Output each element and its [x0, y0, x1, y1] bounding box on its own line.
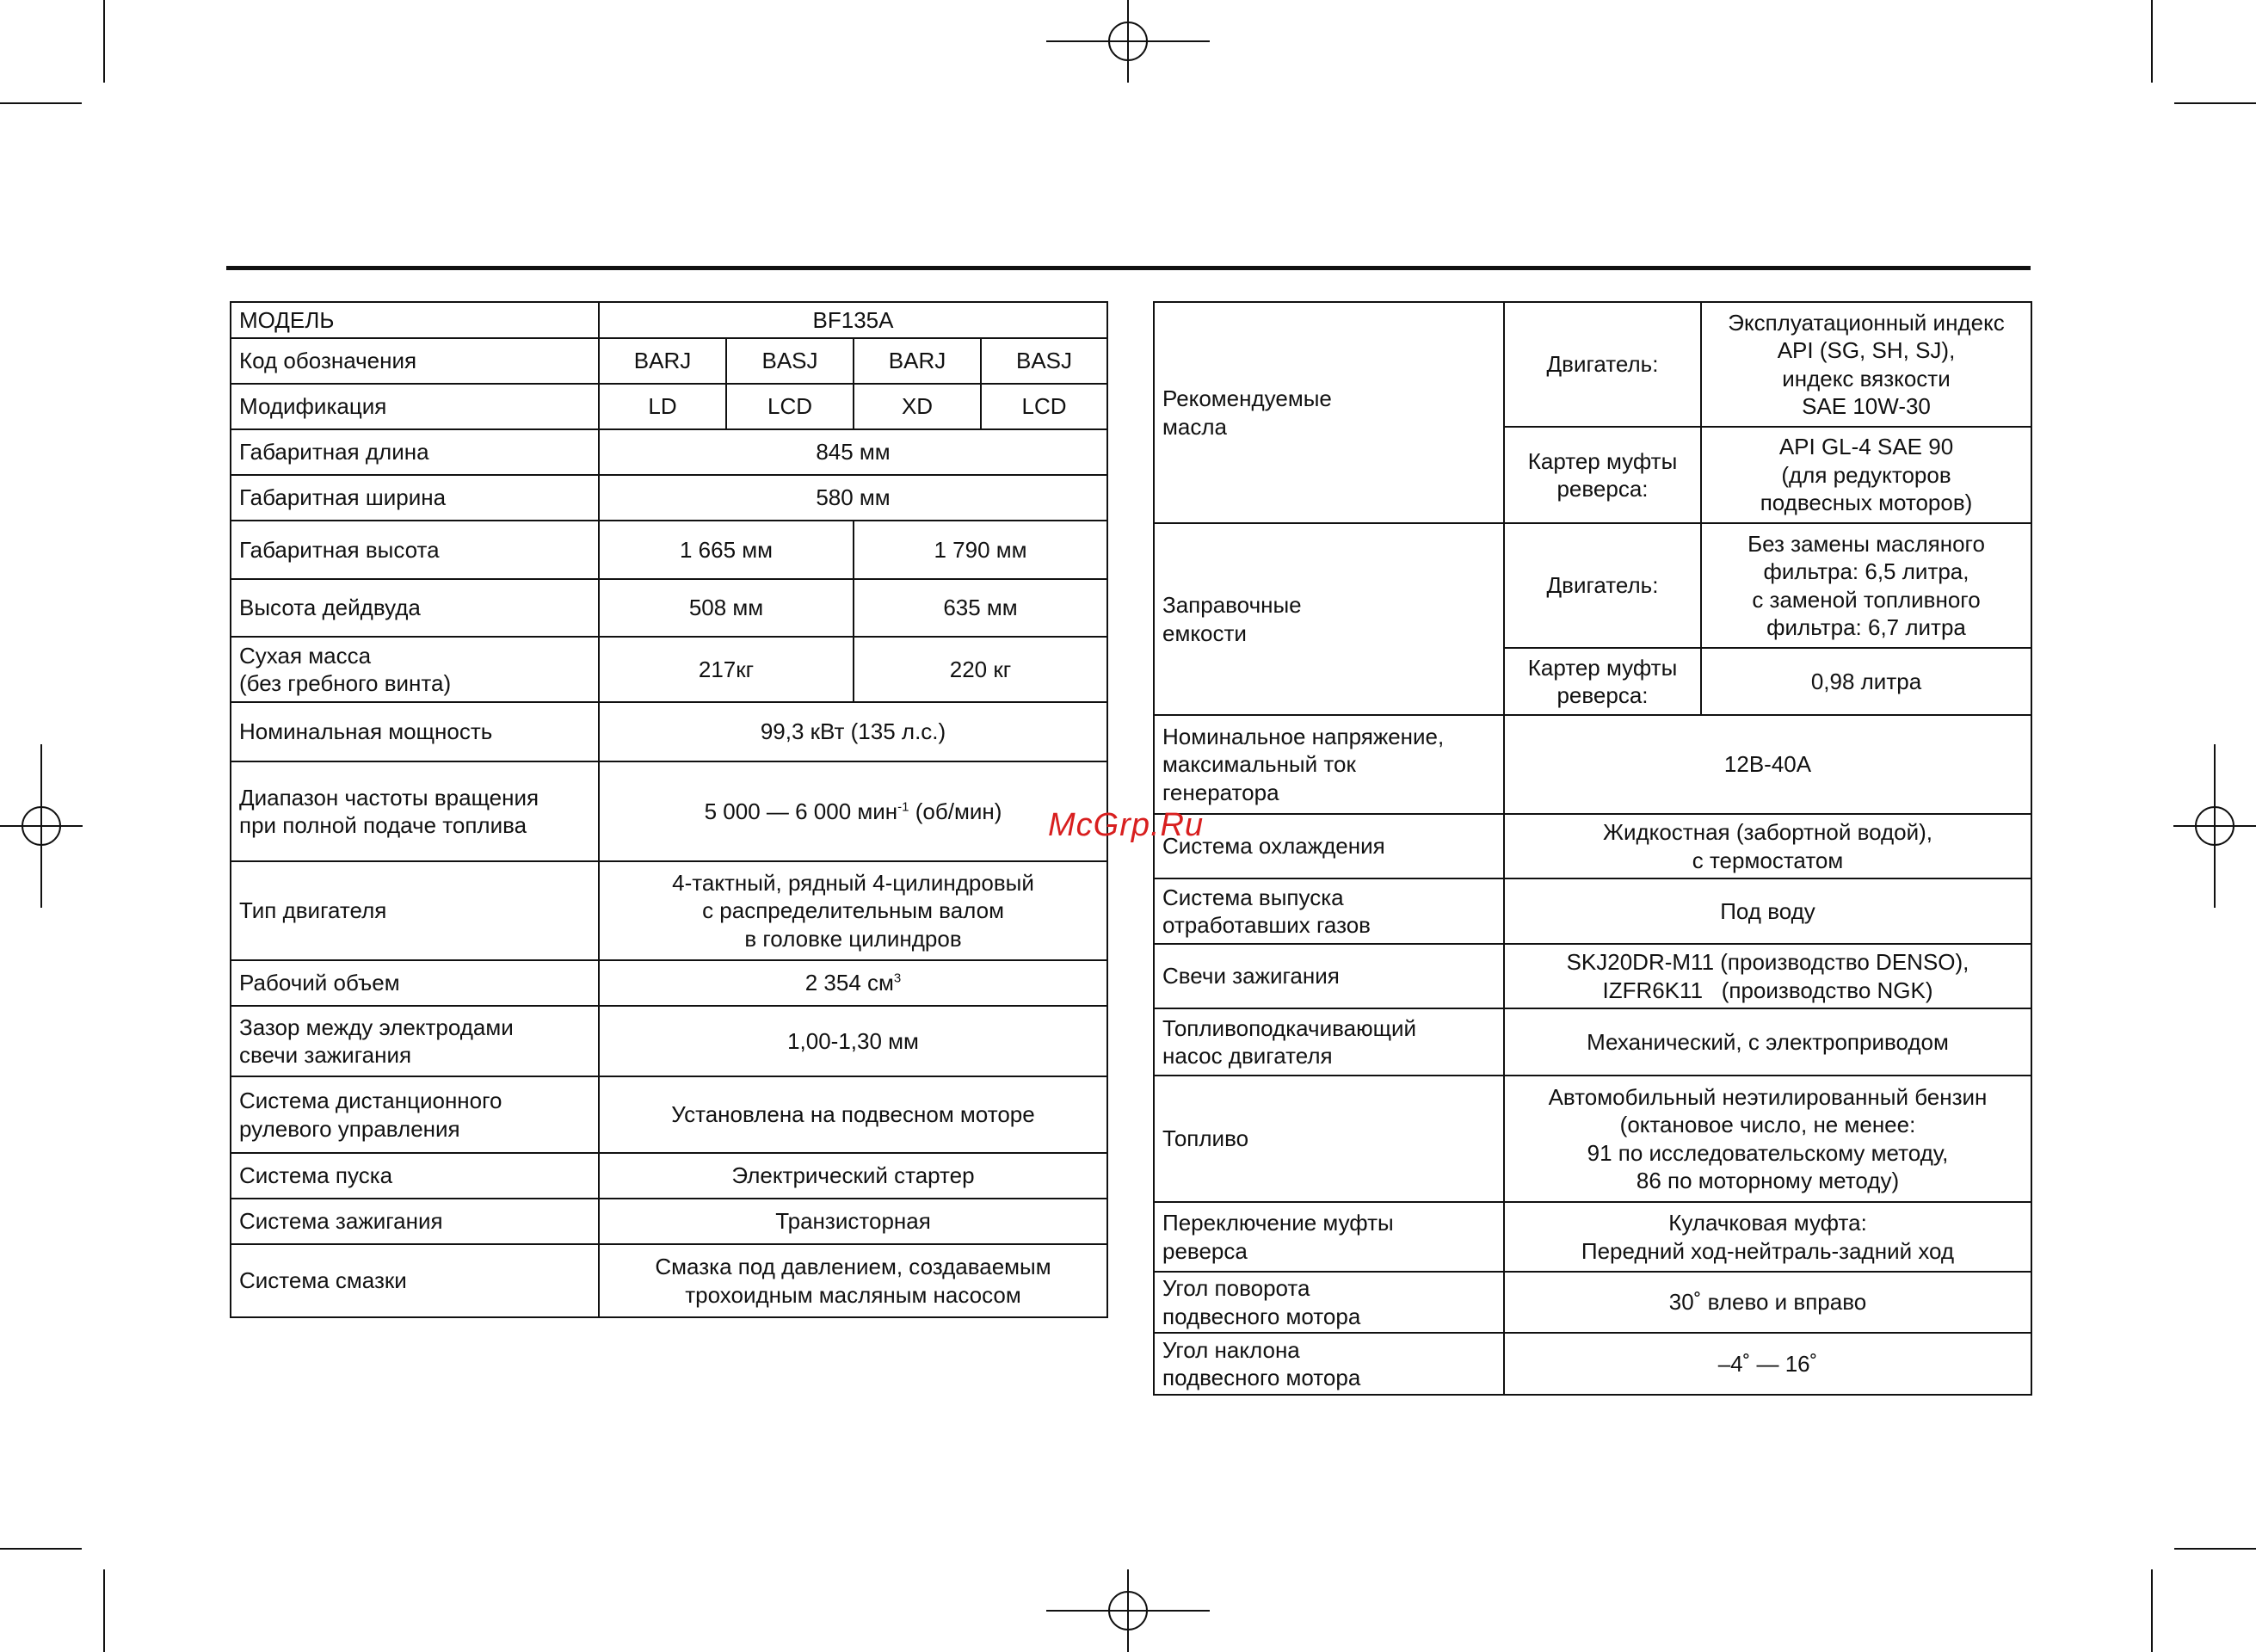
height-value: 1 790 мм [854, 521, 1107, 579]
capacity-engine-value: Без замены масляного фильтра: 6,5 литра, с заменой топливного фильтра: 6,7 литра [1701, 523, 2031, 648]
power-value: 99,3 кВт (135 л.с.) [599, 702, 1107, 761]
starting-value: Электрический стартер [599, 1153, 1107, 1199]
spec-table-right [1153, 301, 2032, 1396]
table-row [231, 761, 1107, 861]
exhaust-label: Система выпуска отработавших газов [1154, 878, 1504, 944]
table-row [1154, 1076, 2031, 1202]
mass-value: 217кг [599, 637, 854, 702]
oil-engine-value: Эксплуатационный индекс API (SG, SH, SJ), индекс вязкости SAE 10W-30 [1701, 302, 2031, 427]
shift-label: Переключение муфты реверса [1154, 1202, 1504, 1272]
tilt-angle-label: Угол наклона подвесного мотора [1154, 1333, 1504, 1395]
steering-angle-label: Угол поворота подвесного мотора [1154, 1272, 1504, 1333]
lubrication-label: Система смазки [231, 1244, 599, 1317]
engine-type-value: 4-тактный, рядный 4-цилиндровый с распределительным валом в головке цилиндров [599, 861, 1107, 960]
transom-label: Высота дейдвуда [231, 579, 599, 637]
table-row [231, 1199, 1107, 1244]
code-label: Код обозначения [231, 338, 599, 384]
length-label: Габаритная длина [231, 429, 599, 475]
code-cell: BARJ [854, 338, 981, 384]
modification-label: Модификация [231, 384, 599, 429]
table-row [231, 861, 1107, 960]
oils-label: Рекомендуемые масла [1154, 302, 1504, 523]
table-row [231, 960, 1107, 1006]
shift-value: Кулачковая муфта: Передний ход-нейтраль-задний ход [1504, 1202, 2031, 1272]
table-row [231, 338, 1107, 384]
spark-plugs-label: Свечи зажигания [1154, 944, 1504, 1008]
oil-engine-sublabel: Двигатель: [1504, 302, 1701, 427]
table-row [231, 302, 1107, 338]
table-row [231, 1244, 1107, 1317]
ignition-value: Транзисторная [599, 1199, 1107, 1244]
fuel-pump-value: Механический, с электроприводом [1504, 1008, 2031, 1076]
table-row [231, 429, 1107, 475]
remote-control-label: Система дистанционного рулевого управления [231, 1076, 599, 1153]
table-row [1154, 1008, 2031, 1076]
modification-cell: XD [854, 384, 981, 429]
table-row [1154, 523, 2031, 648]
displacement-label: Рабочий объем [231, 960, 599, 1006]
table-row [1154, 878, 2031, 944]
table-row [1154, 715, 2031, 814]
cooling-value: Жидкостная (забортной водой), с термостатом [1504, 814, 2031, 878]
length-value: 845 мм [599, 429, 1107, 475]
rpm-value: 5 000 — 6 000 мин$^{-1}$ (об/мин) [599, 761, 1107, 861]
table-row [231, 475, 1107, 521]
width-label: Габаритная ширина [231, 475, 599, 521]
remote-control-value: Установлена на подвесном моторе [599, 1076, 1107, 1153]
fuel-label: Топливо [1154, 1076, 1504, 1202]
table-row [1154, 1272, 2031, 1333]
lubrication-value: Смазка под давлением, создаваемым трохоидным масляным насосом [599, 1244, 1107, 1317]
table-row [231, 1153, 1107, 1199]
capacity-gear-value: 0,98 литра [1701, 648, 2031, 715]
transom-value: 635 мм [854, 579, 1107, 637]
transom-value: 508 мм [599, 579, 854, 637]
power-label: Номинальная мощность [231, 702, 599, 761]
alternator-value: 12В-40А [1504, 715, 2031, 814]
steering-angle-value: 30˚ влево и вправо [1504, 1272, 2031, 1333]
table-row [231, 1006, 1107, 1076]
table-row [231, 384, 1107, 429]
oil-gear-value: API GL-4 SAE 90 (для редукторов подвесных моторов) [1701, 427, 2031, 523]
table-row [231, 579, 1107, 637]
code-cell: BARJ [599, 338, 726, 384]
height-label: Габаритная высота [231, 521, 599, 579]
header-rule [226, 266, 2031, 270]
height-value: 1 665 мм [599, 521, 854, 579]
width-value: 580 мм [599, 475, 1107, 521]
modification-cell: LCD [981, 384, 1107, 429]
capacity-label: Заправочные емкости [1154, 523, 1504, 715]
registration-mark-right [2173, 744, 2256, 908]
model-label: МОДЕЛЬ [231, 302, 599, 338]
capacity-engine-sublabel: Двигатель: [1504, 523, 1701, 648]
registration-mark-bottom [1046, 1569, 1210, 1652]
alternator-label: Номинальное напряжение, максимальный ток генератора [1154, 715, 1504, 814]
capacity-gear-sublabel: Картер муфты реверса: [1504, 648, 1701, 715]
table-row [1154, 1202, 2031, 1272]
table-row [231, 521, 1107, 579]
displacement-value: 2 354 $см^3$ [599, 960, 1107, 1006]
exhaust-value: Под воду [1504, 878, 2031, 944]
spark-plugs-value: SKJ20DR-M11 (производство DENSO), IZFR6K11 (производство NGK) [1504, 944, 2031, 1008]
tilt-angle-value: –4˚ — 16˚ [1504, 1333, 2031, 1395]
table-row [231, 637, 1107, 702]
gap-label: Зазор между электродами свечи зажигания [231, 1006, 599, 1076]
fuel-pump-label: Топливоподкачивающий насос двигателя [1154, 1008, 1504, 1076]
mass-value: 220 кг [854, 637, 1107, 702]
table-row [1154, 1333, 2031, 1395]
table-row [231, 1076, 1107, 1153]
spec-table-left [230, 301, 1108, 1318]
oil-gear-sublabel: Картер муфты реверса: [1504, 427, 1701, 523]
gap-value: 1,00-1,30 мм [599, 1006, 1107, 1076]
code-cell: BASJ [726, 338, 854, 384]
registration-mark-left [0, 744, 83, 908]
table-row [1154, 944, 2031, 1008]
starting-label: Система пуска [231, 1153, 599, 1199]
table-row [231, 702, 1107, 761]
mass-label: Сухая масса (без гребного винта) [231, 637, 599, 702]
model-value: BF135A [599, 302, 1107, 338]
table-row [1154, 814, 2031, 878]
table-row [1154, 302, 2031, 427]
ignition-label: Система зажигания [231, 1199, 599, 1244]
fuel-value: Автомобильный неэтилированный бензин (октановое число, не менее: 91 по исследовательскому методу, 86 по моторному методу) [1504, 1076, 2031, 1202]
code-cell: BASJ [981, 338, 1107, 384]
watermark: McGrp.Ru [1048, 807, 1205, 843]
engine-type-label: Тип двигателя [231, 861, 599, 960]
cooling-label: Система охлаждения [1154, 814, 1504, 878]
modification-cell: LD [599, 384, 726, 429]
registration-mark-top [1046, 0, 1210, 83]
rpm-label: Диапазон частоты вращения при полной подаче топлива [231, 761, 599, 861]
modification-cell: LCD [726, 384, 854, 429]
